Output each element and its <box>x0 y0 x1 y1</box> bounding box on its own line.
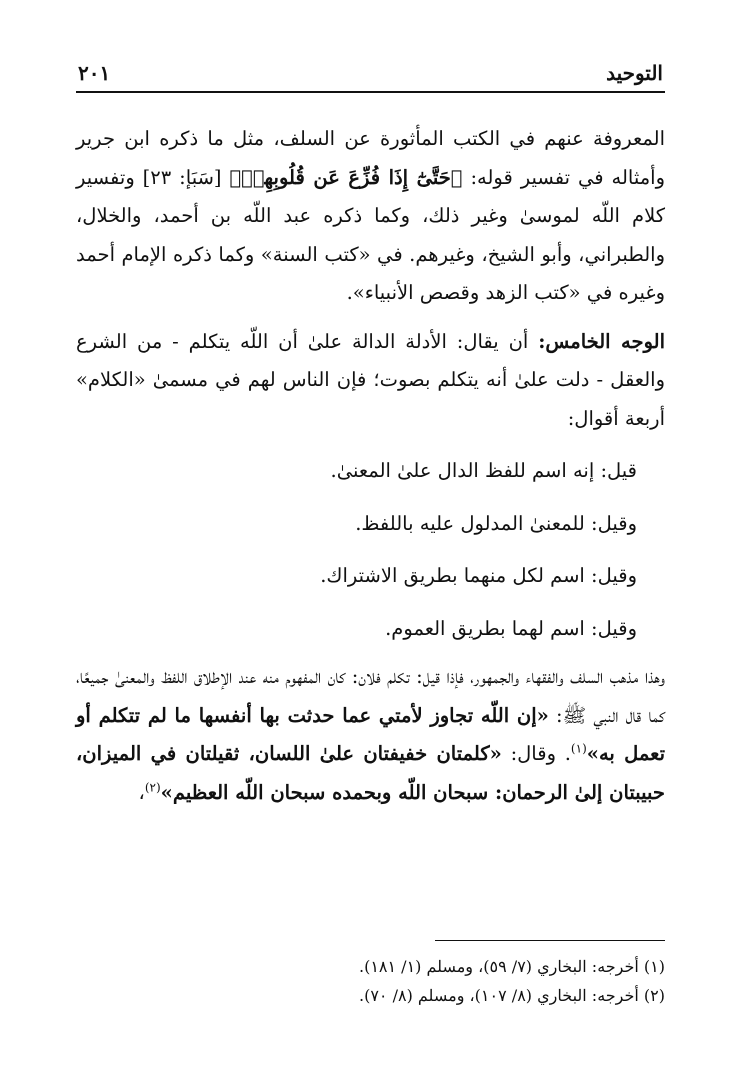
paragraph-1: المعروفة عنهم في الكتب المأثورة عن السلف، مثل ما ذكره ابن جرير وأمثاله في تفسير قوله: ﴿حَتَّىٰٓ إِذَا فُزِّعَ عَن قُلُوبِهِمۡ﴾ [سَبَإ: ٢٣] وتفسير كلام اللّه لموسىٰ وغير ذلك، وكما ذكره عبد اللّه بن أحمد، والخلال، والطبراني، وأبو الشيخ، وغيرهم. في «كتب السنة» وكما ذكره الإمام أحمد وغيره في «كتب الزهد وقصص الأنبياء». <box>76 127 665 304</box>
footnote-marker-2[interactable]: (٢) <box>144 780 161 794</box>
paragraph-3: وهذا مذهب السلف والفقهاء والجمهور، فإذا قيل: تكلم فلان: كان المفهوم منه عند الإطلاق اللفظ والمعنىٰ جميعًا، كما قال النبي ﷺ: «إن اللّه تجاوز لأمتي عما حدثت بها أنفسها ما لم تتكلم أو تعمل به»$^{(١)}$. وقال: «كلمتان خفيفتان علىٰ اللسان، ثقيلتان في الميزان، حبيبتان إلىٰ الرحمان: سبحان اللّه وبحمده سبحان اللّه العظيم»$^{(٢)}$، <box>76 665 666 804</box>
footnotes <box>76 952 665 1010</box>
verse-reference: [سَبَإ: ٢٣] <box>134 165 230 189</box>
list-item: وقيل: للمعنىٰ المدلول عليه باللفظ. <box>355 511 637 535</box>
footnote-marker-1[interactable]: (١) <box>570 741 587 756</box>
running-title: التوحيد <box>606 61 663 85</box>
footnote-1: (١) أخرجه: البخاري (٧/ ٥٩)، ومسلم (١/ ١٨١). <box>358 957 665 976</box>
paragraph-2: الوجه الخامس: أن يقال: الأدلة الدالة علىٰ أن اللّه يتكلم - من الشرع والعقل - دلت علىٰ أنه يتكلم بصوت؛ فإن الناس لهم في مسمىٰ «الكلام» أربعة أقوال: <box>76 329 665 430</box>
header-divider <box>76 91 665 93</box>
footnote-2: (٢) أخرجه: البخاري (٨/ ١٠٧)، ومسلم (٨/ ٧٠). <box>358 986 665 1005</box>
list-item: وقيل: اسم لهما بطريق العموم. <box>385 616 637 640</box>
list-item: وقيل: اسم لكل منهما بطريق الاشتراك. <box>320 564 637 587</box>
page-number: ٢٠١ <box>78 61 111 85</box>
running-header <box>78 58 663 88</box>
quran-verse: ﴿حَتَّىٰٓ إِذَا فُزِّعَ عَن قُلُوبِهِمۡ﴾ <box>229 165 463 189</box>
footnote-divider <box>435 940 665 941</box>
section-label: الوجه الخامس: <box>538 329 665 353</box>
hadith-2: «كلمتان خفيفتان علىٰ اللسان، ثقيلتان في الميزان، حبيبتان إلىٰ الرحمان: سبحان اللّه وبحمده سبحان اللّه العظيم» <box>76 742 665 804</box>
list-item: قيل: إنه اسم للفظ الدال علىٰ المعنىٰ. <box>330 459 637 482</box>
main-text <box>76 120 665 812</box>
hadith-1: «إن اللّه تجاوز لأمتي عما حدثت بها أنفسها ما لم تتكلم أو تعمل به» <box>76 703 666 765</box>
